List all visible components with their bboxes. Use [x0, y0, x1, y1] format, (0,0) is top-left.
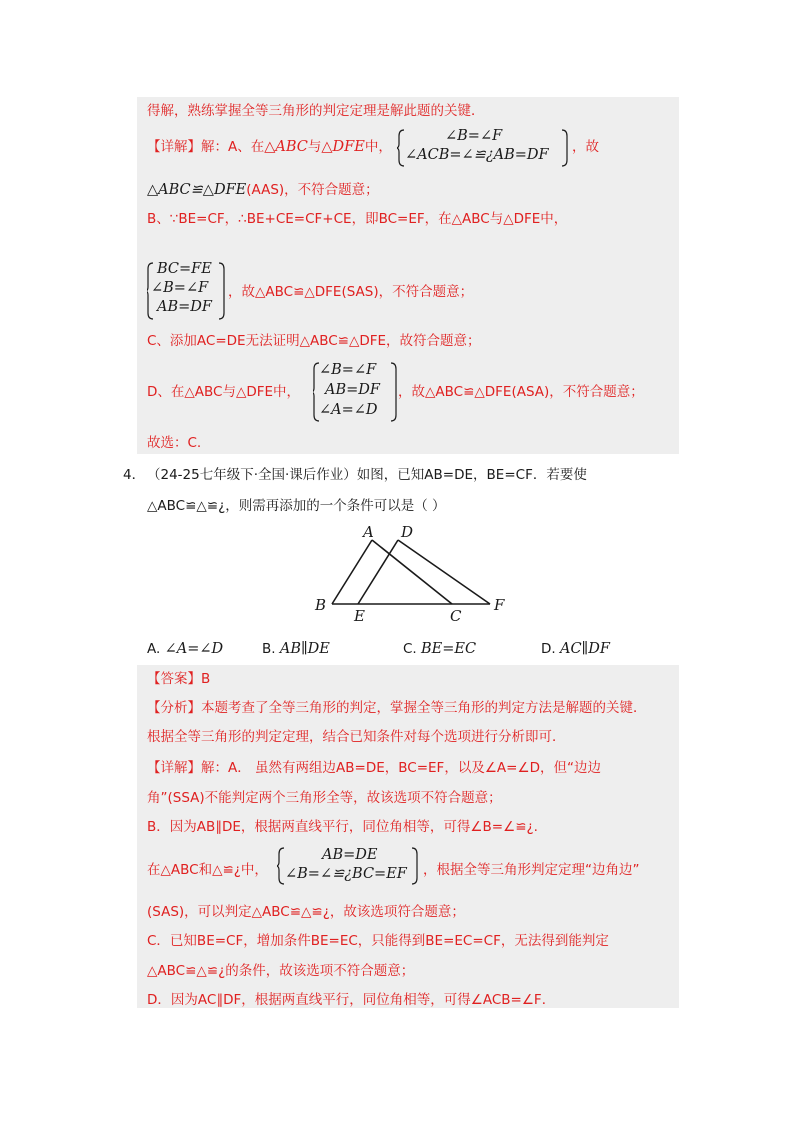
triangle-abc: △ABC	[264, 139, 308, 155]
d-conclusion: ，故△ABC≌△DFE(ASA)，不符合题意；	[398, 384, 644, 400]
b-detail-line-3: (SAS)，可以判定△ABC≌△≌¿，故该选项符合题意；	[147, 904, 465, 920]
detail-a-line	[147, 138, 392, 156]
d-line-pre: D、在△ABC与△DFE中，	[147, 384, 301, 400]
b-detail-line-1: B．因为AB∥DE，根据两直线平行，同位角相等，可得∠B=∠≌¿.	[147, 819, 538, 835]
option-a[interactable]	[147, 640, 223, 658]
option-a-text: ∠A=∠D	[164, 641, 224, 657]
detail-label: 【详解】	[147, 139, 201, 155]
segment-ab	[332, 540, 372, 604]
system-b-row-2: ∠B=∠F	[151, 280, 209, 296]
b-conclusion: ，故△ABC≌△DFE(SAS)，不符合题意；	[228, 284, 474, 300]
system-d-row-2: AB=DF	[325, 382, 380, 398]
a-conclusion	[147, 181, 379, 199]
solution-continuation: 得解，熟练掌握全等三角形的判定定理是解此题的关键．	[147, 103, 485, 119]
system-a-row-1: ∠B=∠F	[445, 128, 503, 144]
option-c-text: BE=EC	[421, 641, 477, 657]
question-number: 4．	[123, 467, 146, 483]
c-detail-line-2: △ABC≌△≌¿的条件，故该选项不符合题意；	[147, 963, 415, 979]
option-d[interactable]	[541, 640, 610, 658]
question-stem-1: （24-25七年级下·全国·课后作业）如图，已知AB=DE，BE=CF．若要使	[147, 467, 587, 483]
system-b	[147, 261, 227, 321]
detail-a-pre: 解：A、在	[201, 139, 265, 155]
b-detail-post: ，根据全等三角形判定定理“边角边”	[423, 862, 640, 878]
d-detail-line: D．因为AC∥DF，根据两直线平行，同位角相等，可得∠ACB=∠F．	[147, 992, 556, 1008]
system-b2-row-1: AB=DE	[322, 847, 378, 863]
option-c[interactable]	[403, 640, 476, 658]
system-b-row-3: AB=DF	[157, 299, 212, 315]
label-f: F	[494, 596, 505, 614]
a-conclusion-math: △ABC≌△DFE	[147, 182, 247, 198]
triangle-figure	[310, 520, 510, 630]
option-b-text: AB∥DE	[279, 641, 330, 657]
system-a-row-2: ∠ACB=∠≌¿AB=DF	[405, 147, 549, 163]
option-b[interactable]	[262, 640, 330, 658]
detail-a-mid: 中，	[364, 139, 392, 155]
triangle-dfe: △DFE	[321, 139, 365, 155]
detail-a-end: ，故	[572, 139, 599, 155]
option-c-key: C.	[403, 641, 417, 657]
c-detail-line-1: C．已知BE=CF，增加条件BE=EC，只能得到BE=EC=CF，无法得到能判定	[147, 933, 609, 949]
detail-a-and: 与	[307, 139, 322, 155]
b-detail-pre: 在△ABC和△≌¿中，	[147, 862, 268, 878]
label-a: A	[363, 523, 374, 541]
analysis-line-2: 根据全等三角形的判定定理，结合已知条件对每个选项进行分析即可．	[147, 729, 566, 745]
b-line: B、∵BE=CF，∴BE+CE=CF+CE，即BC=EF，在△ABC与△DFE中，	[147, 211, 568, 227]
segment-de	[358, 540, 398, 604]
system-b2	[277, 846, 422, 886]
option-b-key: B.	[262, 641, 276, 657]
system-b-row-1: BC=FE	[157, 261, 212, 277]
label-d: D	[401, 523, 414, 541]
detail-line-2: 角”(SSA)不能判定两个三角形全等，故该选项不符合题意；	[147, 790, 502, 806]
option-d-key: D.	[541, 641, 556, 657]
c-line: C、添加AC=DE无法证明△ABC≌△DFE，故符合题意；	[147, 333, 481, 349]
answer-line: 【答案】B	[147, 671, 211, 687]
option-d-text: AC∥DF	[559, 641, 610, 657]
label-e: E	[354, 607, 365, 625]
system-d-row-1: ∠B=∠F	[319, 362, 377, 378]
analysis-line-1: 【分析】本题考查了全等三角形的判定，掌握全等三角形的判定方法是解题的关键．	[147, 700, 647, 716]
system-d-row-3: ∠A=∠D	[319, 402, 378, 418]
system-a	[397, 128, 572, 168]
detail-line-1: 【详解】解：A． 虽然有两组边AB=DE，BC=EF，以及∠A=∠D，但“边边	[147, 760, 601, 776]
a-conclusion-rest: (AAS)，不符合题意；	[246, 182, 379, 198]
label-c: C	[450, 607, 462, 625]
system-b2-row-2: ∠B=∠≌¿BC=EF	[285, 866, 407, 882]
system-d	[313, 361, 398, 423]
option-a-key: A.	[147, 641, 161, 657]
question-stem-2: △ABC≌△≌¿，则需再添加的一个条件可以是（ ）	[147, 498, 446, 514]
label-b: B	[315, 596, 327, 614]
choose-line: 故选：C.	[147, 435, 202, 451]
